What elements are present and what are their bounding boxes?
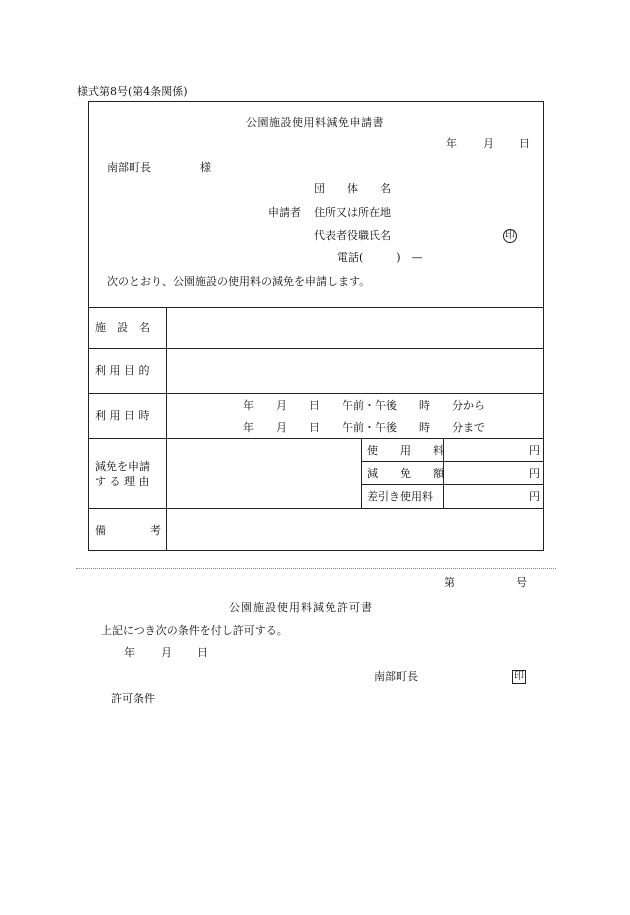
seal-mark-round: 印 xyxy=(505,230,515,241)
reason-label-line-1: 減免を申請 xyxy=(95,460,150,473)
table-top-rule xyxy=(88,307,544,308)
applicant-label: 申請者 xyxy=(268,206,301,219)
fee-label-usage: 使 用 料 xyxy=(367,444,444,457)
rule-fee-row-2 xyxy=(361,484,544,485)
seal-mark-square: 印 xyxy=(514,671,524,682)
facility-name-label: 施 設 名 xyxy=(95,321,150,334)
datetime-to: 年 月 日 午前・午後 時 分まで xyxy=(243,421,485,434)
app-date-year: 年 xyxy=(446,137,457,150)
fee-unit-usage: 円 xyxy=(529,444,540,457)
remarks-label: 備 考 xyxy=(95,524,161,537)
permit-body: 上記につき次の条件を付し許可する。 xyxy=(101,624,288,637)
representative-label: 代表者役職氏名 xyxy=(314,229,391,242)
rule-after-reason xyxy=(88,508,544,509)
permit-number-suffix: 号 xyxy=(516,576,527,589)
phone-label: 電話( ) — xyxy=(337,251,423,264)
fee-label-column-rule xyxy=(361,438,362,508)
permit-conditions-label: 許可条件 xyxy=(111,692,155,705)
addressee: 南部町長 xyxy=(107,161,151,174)
permit-date-day: 日 xyxy=(197,646,208,659)
permit-date-month: 月 xyxy=(161,646,172,659)
addressee-honorific: 様 xyxy=(200,161,211,174)
application-intro: 次のとおり、公園施設の使用料の減免を申請します。 xyxy=(107,275,371,288)
address-label: 住所又は所在地 xyxy=(314,206,391,219)
org-name-label: 団 体 名 xyxy=(314,182,391,195)
purpose-label: 利 用 目 的 xyxy=(95,364,150,377)
label-column-rule xyxy=(166,307,167,551)
fee-label-reduction: 減 免 額 xyxy=(367,467,444,480)
datetime-label: 利 用 日 時 xyxy=(95,409,150,422)
app-date-month: 月 xyxy=(483,137,494,150)
rule-after-purpose xyxy=(88,393,544,394)
datetime-from: 年 月 日 午前・午後 時 分から xyxy=(243,399,485,412)
reason-label-line-2: す る 理 由 xyxy=(95,475,150,488)
application-title: 公園施設使用料減免申請書 xyxy=(246,116,384,129)
permit-number-prefix: 第 xyxy=(444,576,455,589)
app-date-day: 日 xyxy=(519,137,530,150)
fee-unit-net: 円 xyxy=(529,490,540,503)
permit-date-year: 年 xyxy=(124,646,135,659)
rule-after-datetime xyxy=(88,438,544,439)
rule-fee-row-1 xyxy=(361,461,544,462)
form-number: 様式第8号(第4条関係) xyxy=(77,85,188,98)
rule-after-facility xyxy=(88,348,544,349)
fee-label-net: 差引き使用料 xyxy=(367,490,433,503)
permit-issuer: 南部町長 xyxy=(374,670,418,683)
cut-line-divider xyxy=(76,568,556,569)
fee-unit-reduction: 円 xyxy=(529,467,540,480)
permit-title: 公園施設使用料減免許可書 xyxy=(229,601,373,614)
